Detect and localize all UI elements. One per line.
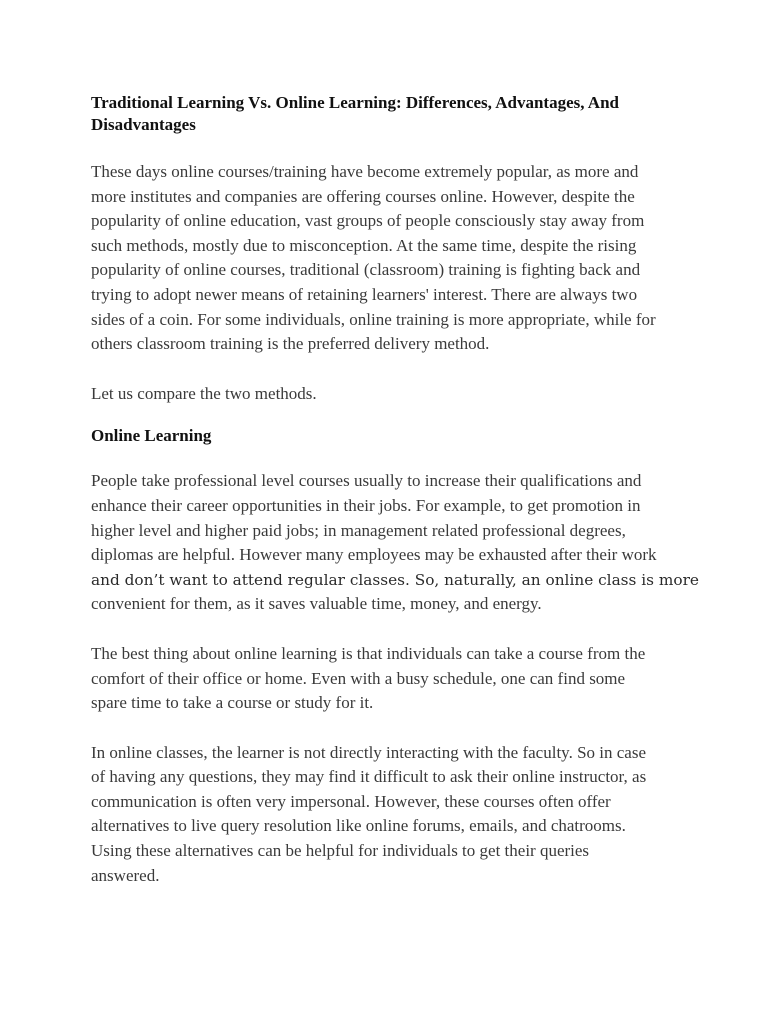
paragraph-line: such methods, mostly due to misconception. At the same time, despite the rising <box>91 235 637 255</box>
paragraph-line: more institutes and companies are offering courses online. However, despite the <box>91 186 635 206</box>
paragraph-line: spare time to take a course or study for it. <box>91 693 374 713</box>
paragraph-line: In online classes, the learner is not directly interacting with the faculty. So in case <box>91 742 646 762</box>
paragraph-line: The best thing about online learning is that individuals can take a course from the <box>91 643 646 663</box>
document-page <box>91 92 699 913</box>
paragraph-line: These days online courses/training have become extremely popular, as more and <box>91 162 639 181</box>
paragraph-line: popularity of online education, vast groups of people consciously stay away from <box>91 211 645 231</box>
paragraph-line: alternatives to live query resolution like online forums, emails, and chatrooms. <box>91 816 626 836</box>
paragraph-line: others classroom training is the preferred delivery method. <box>91 334 490 354</box>
paragraph-line: communication is often very impersonal. However, these courses often offer <box>91 791 611 811</box>
paragraph-line: convenient for them, as it saves valuable time, money, and energy. <box>91 594 542 614</box>
paragraph-line: Let us compare the two methods. <box>91 383 317 403</box>
online-paragraph-1 <box>91 469 699 617</box>
paragraph-line: enhance their career opportunities in their jobs. For example, to get promotion in <box>91 495 641 515</box>
compare-paragraph <box>91 382 691 407</box>
paragraph-line: People take professional level courses usually to increase their qualifications and <box>91 471 642 491</box>
paragraph-line: and don’t want to attend regular classes. So, naturally, an online class is more <box>91 570 699 589</box>
intro-paragraph <box>91 160 691 357</box>
section-heading: Online Learning <box>91 426 212 446</box>
paragraph-line: answered. <box>91 865 160 885</box>
paragraph-line: sides of a coin. For some individuals, online training is more appropriate, while for <box>91 309 656 329</box>
paragraph-line: higher level and higher paid jobs; in management related professional degrees, <box>91 520 626 540</box>
paragraph-line: comfort of their office or home. Even with a busy schedule, one can find some <box>91 668 626 688</box>
online-paragraph-3 <box>91 741 691 889</box>
paragraph-line: diplomas are helpful. However many employees may be exhausted after their work <box>91 545 657 565</box>
paragraph-line: popularity of online courses, traditional (classroom) training is fighting back and <box>91 260 641 280</box>
online-paragraph-2 <box>91 642 691 716</box>
article-title: Traditional Learning Vs. Online Learning: Differences, Advantages, And Disadvantages <box>91 93 619 134</box>
paragraph-line: trying to adopt newer means of retaining learners' interest. There are always two <box>91 284 638 304</box>
paragraph-line: of having any questions, they may find it difficult to ask their online instructor, as <box>91 767 647 787</box>
paragraph-line: Using these alternatives can be helpful for individuals to get their queries <box>91 841 590 861</box>
